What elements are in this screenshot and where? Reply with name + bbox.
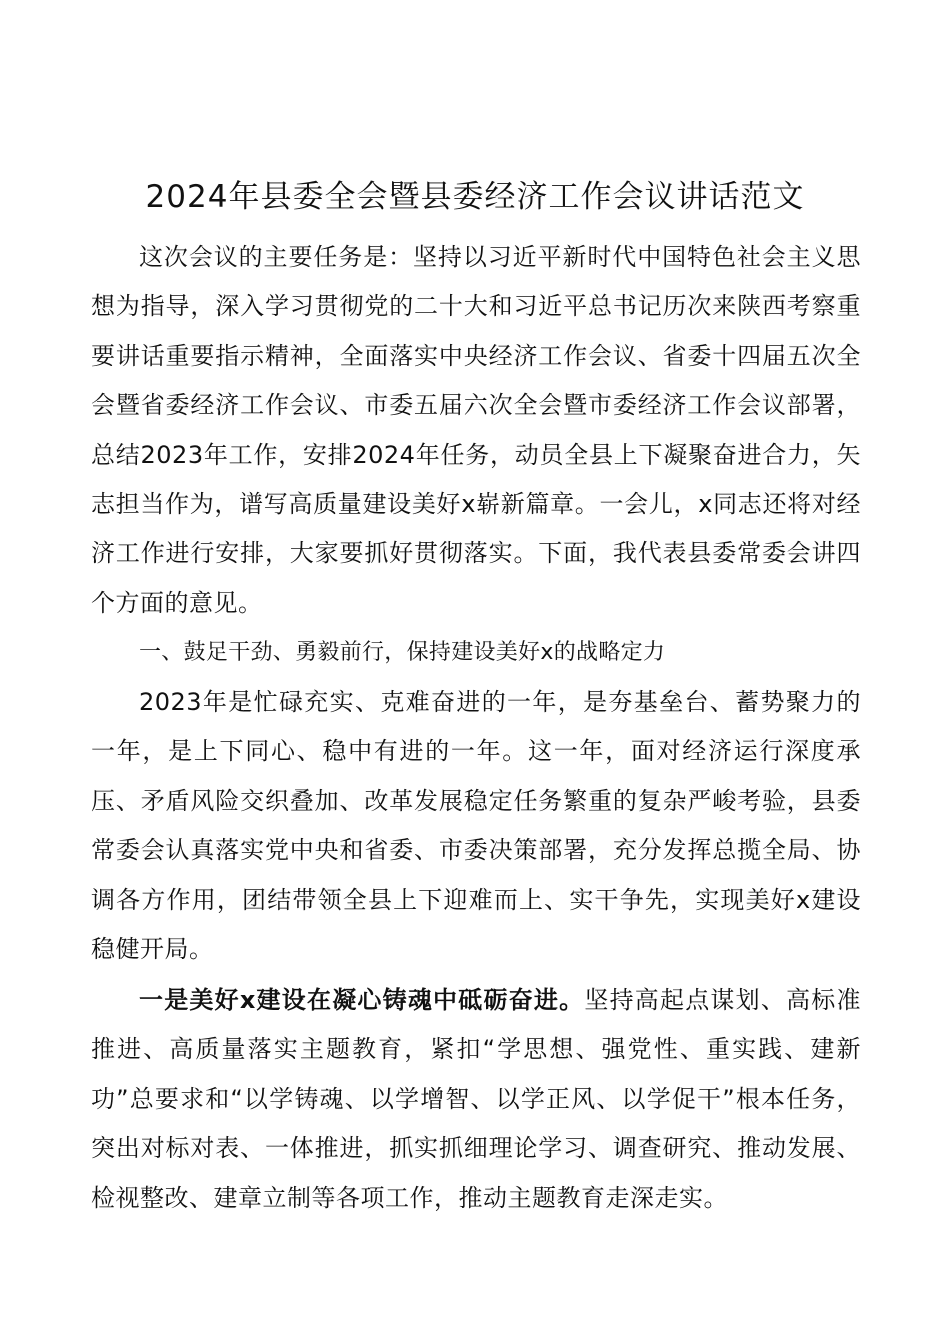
- section-heading: 一、鼓足干劲、勇毅前行，保持建设美好x的战略定力: [139, 640, 666, 665]
- document-title: 2024年县委全会暨县委经济工作会议讲话范文: [145, 179, 805, 215]
- section-paragraph-2: [91, 976, 861, 1223]
- paragraph-lead-sentence: 一是美好x建设在凝心铸魂中砥砺奋进。: [139, 986, 585, 1014]
- paragraph-body-text: 坚持高起点谋划、高标准推进、高质量落实主题教育，紧扣“学思想、强党性、重实践、建新功”总要求和“以学铸魂、以学增智、以学正风、以学促干”根本任务，突出对标对表、一体推进，抓实抓细理论学习、调查研究、推动发展、检视整改、建章立制等各项工作，推动主题教育走深走实。: [91, 986, 862, 1212]
- intro-paragraph: 这次会议的主要任务是：坚持以习近平新时代中国特色社会主义思想为指导，深入学习贯彻党的二十大和习近平总书记历次来陕西考察重要讲话重要指示精神，全面落实中央经济工作会议、省委十四届五次全会暨省委经济工作会议、市委五届六次全会暨市委经济工作会议部署，总结2023年工作，安排2024年任务，动员全县上下凝聚奋进合力，矢志担当作为，谱写高质量建设美好x崭新篇章。一会儿，x同志还将对经济工作进行安排，大家要抓好贯彻落实。下面，我代表县委常委会讲四个方面的意见。: [91, 243, 861, 617]
- section-paragraph-1: 2023年是忙碌充实、克难奋进的一年，是夯基垒台、蓄势聚力的一年，是上下同心、稳中有进的一年。这一年，面对经济运行深度承压、矛盾风险交织叠加、改革发展稳定任务繁重的复杂严峻考验，县委常委会认真落实党中央和省委、市委决策部署，充分发挥总揽全局、协调各方作用，团结带领全县上下迎难而上、实干争先，实现美好x建设稳健开局。: [91, 688, 861, 964]
